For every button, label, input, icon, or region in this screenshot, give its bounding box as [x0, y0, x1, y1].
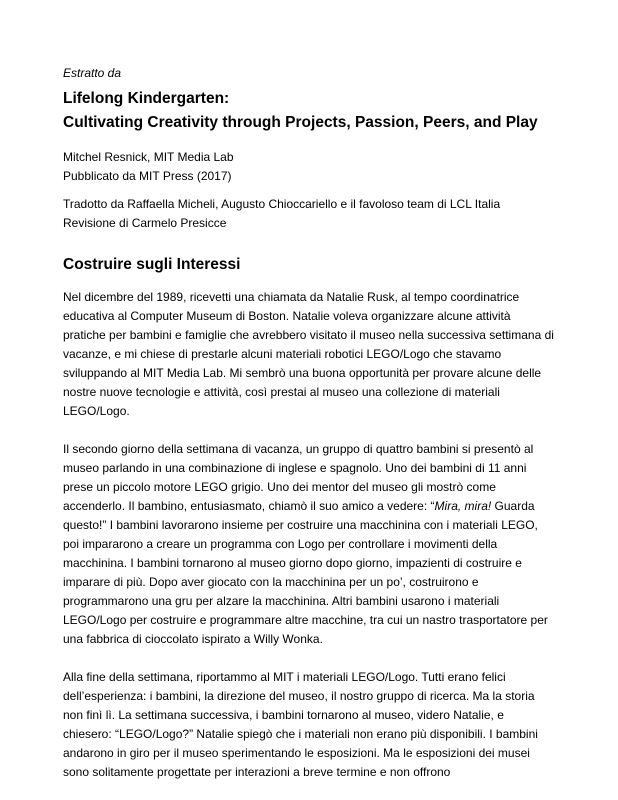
author-line: Mitchel Resnick, MIT Media Lab: [63, 150, 234, 164]
author-publisher-block: [63, 148, 555, 186]
excerpt-label: Estratto da: [63, 66, 122, 80]
book-title: [63, 87, 555, 135]
revision-credit-line: Revisione di Carmelo Presicce: [63, 216, 227, 230]
translation-credit-line: Tradotto da Raffaella Micheli, Augusto Chioccariello e il favoloso team di LCL Italia: [63, 197, 501, 211]
paragraph-2-part2: Guarda questo!” I bambini lavorarono insieme per costruire una macchinina con i materiali LEGO, poi impararono a creare un programma con Logo per controllare i movimenti della macchinina. I bambini tornarono al museo giorno dopo giorno, impazienti di costruire e imparare di più. Dopo aver giocato con la macchinina per un po’, costruirono e programmarono una gru per alzare la macchinina. Altri bambini usarono i materiali LEGO/Logo per costruire e programmare altre macchine, tra cui un nastro trasportatore per una fabbrica di cioccolato ispirato a Willy Wonka.: [63, 499, 548, 646]
paragraph-2-part1: Il secondo giorno della settimana di vacanza, un gruppo di quattro bambini si presentò al museo parlando in una combinazione di inglese e spagnolo. Uno dei bambini di 11 anni prese un piccolo motore LEGO grigio. Uno dei mentor del museo gli mostrò come accenderlo. Il bambino, entusiasmato, chiamò il suo amico a vedere: “: [63, 442, 534, 513]
credits-block: [63, 195, 555, 233]
paragraph-1: Nel dicembre del 1989, ricevetti una chiamata da Natalie Rusk, al tempo coordinatrice educativa al Computer Museum di Boston. Natalie voleva organizzare alcune attività pratiche per bambini e famiglie che avrebbero visitato il museo nella successiva settimana di vacanze, e mi chiese di prestarle alcuni materiali robotici LEGO/Logo che stavamo sviluppando al MIT Media Lab. Mi sembrò una buona opportunità per provare alcune delle nostre nuove tecnologie e attività, così prestai al museo una collezione di materiali LEGO/Logo.: [63, 290, 554, 418]
section-heading: Costruire sugli Interessi: [63, 256, 241, 273]
book-title-line2: Cultivating Creativity through Projects, Passion, Peers, and Play: [63, 114, 538, 131]
publisher-line: Pubblicato da MIT Press (2017): [63, 169, 232, 183]
paragraph-2: [63, 440, 555, 649]
paragraph-2-italic-quote: Mira, mira!: [434, 499, 492, 513]
paragraph-3: Alla fine della settimana, riportammo al MIT i materiali LEGO/Logo. Tutti erano felici dell’esperienza: i bambini, la direzione del museo, il nostro gruppo di ricerca. Ma la storia non finì lì. La settimana successiva, i bambini tornarono al museo, videro Natalie, e chiesero: “LEGO/Logo?” Natalie spiegò che i materiali non erano più disponibili. I bambini andarono in giro per il museo sperimentando le esposizioni. Ma le esposizioni dei musei sono solitamente progettate per interazioni a breve termine e non offrono: [63, 670, 538, 779]
book-title-line1: Lifelong Kindergarten:: [63, 90, 230, 107]
